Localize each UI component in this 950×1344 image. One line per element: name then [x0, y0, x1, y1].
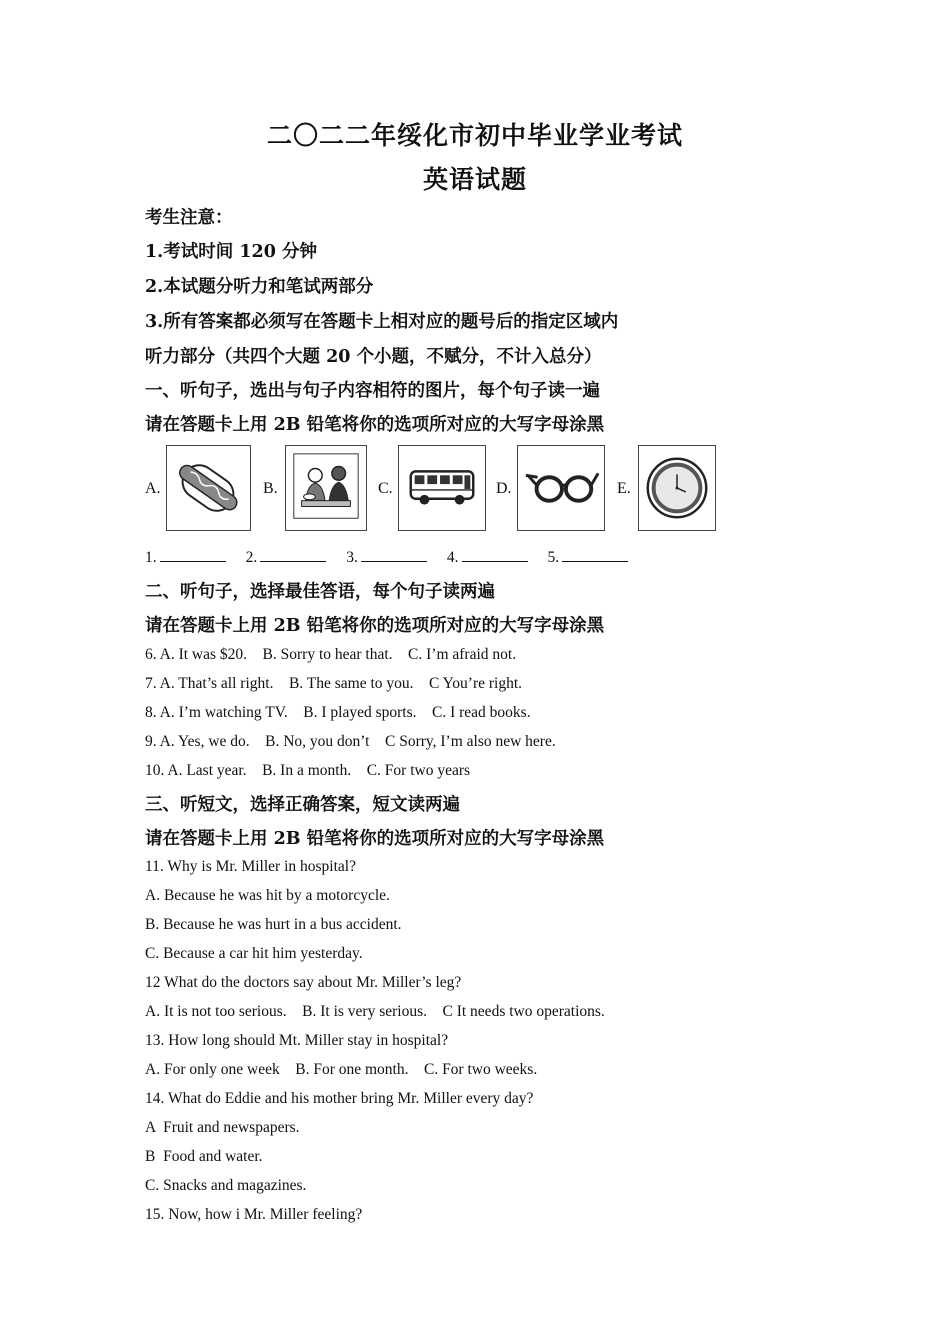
- hotdog-icon: [167, 446, 250, 530]
- section3-instruction: 请在答题卡上用 2B 铅笔将你的选项所对应的大写字母涂黑: [145, 829, 605, 849]
- question-line: 15. Now, how i Mr. Miller feeling?: [145, 1206, 363, 1223]
- people-talking-icon: [286, 446, 366, 530]
- notice-item: 1.考试时间 120 分钟: [145, 242, 317, 262]
- clock-icon: [639, 446, 715, 530]
- question-line: 10. A. Last year. B. In a month. C. For two years: [145, 762, 471, 779]
- option-line: B. Because he was hurt in a bus accident.: [145, 916, 402, 933]
- picture-option-e: [638, 445, 716, 531]
- option-line: C. Snacks and magazines.: [145, 1177, 307, 1194]
- answer-blank[interactable]: 1.: [145, 547, 226, 567]
- section1-instruction: 请在答题卡上用 2B 铅笔将你的选项所对应的大写字母涂黑: [145, 415, 605, 435]
- section1-title: 一、听句子，选出与句子内容相符的图片，每个句子读一遍: [145, 381, 600, 401]
- option-line: A Fruit and newspapers.: [145, 1119, 300, 1136]
- answer-blank[interactable]: 3.: [346, 547, 427, 567]
- glasses-icon: [518, 446, 604, 530]
- question-line: 6. A. It was $20. B. Sorry to hear that. C. I’m afraid not.: [145, 646, 517, 663]
- question-line: 14. What do Eddie and his mother bring Mr. Miller every day?: [145, 1090, 534, 1107]
- question-line: 7. A. That’s all right. B. The same to you. C You’re right.: [145, 675, 523, 692]
- picture-label-b: B.: [263, 480, 278, 497]
- picture-label-d: D.: [496, 480, 512, 497]
- question-line: 8. A. I’m watching TV. B. I played sports. C. I read books.: [145, 704, 531, 721]
- question-line: 11. Why is Mr. Miller in hospital?: [145, 858, 356, 875]
- bus-icon: [399, 446, 485, 530]
- option-line: A. Because he was hit by a motorcycle.: [145, 887, 390, 904]
- picture-option-b: [285, 445, 367, 531]
- picture-label-c: C.: [378, 480, 393, 497]
- exam-subtitle: 英语试题: [422, 165, 527, 194]
- picture-option-c: [398, 445, 486, 531]
- notice-heading: 考生注意：: [145, 208, 233, 228]
- question-line: 12 What do the doctors say about Mr. Miller’s leg?: [145, 974, 462, 991]
- answer-blanks: [145, 547, 648, 567]
- option-line: A. It is not too serious. B. It is very serious. C It needs two operations.: [145, 1003, 605, 1020]
- picture-label-e: E.: [617, 480, 631, 497]
- answer-blank[interactable]: 5.: [548, 547, 629, 567]
- question-line: 13. How long should Mt. Miller stay in hospital?: [145, 1032, 449, 1049]
- listening-header: 听力部分（共四个大题 20 个小题，不赋分，不计入总分）: [145, 347, 602, 367]
- notice-item: 2.本试题分听力和笔试两部分: [145, 277, 374, 297]
- picture-option-a: [166, 445, 251, 531]
- answer-blank[interactable]: 4.: [447, 547, 528, 567]
- question-line: 9. A. Yes, we do. B. No, you don’t C Sorry, I’m also new here.: [145, 733, 556, 750]
- section2-title: 二、听句子，选择最佳答语，每个句子读两遍: [145, 582, 495, 602]
- option-line: C. Because a car hit him yesterday.: [145, 945, 363, 962]
- section2-instruction: 请在答题卡上用 2B 铅笔将你的选项所对应的大写字母涂黑: [145, 616, 605, 636]
- notice-item: 3.所有答案都必须写在答题卡上相对应的题号后的指定区域内: [145, 312, 619, 332]
- option-line: A. For only one week B. For one month. C. For two weeks.: [145, 1061, 538, 1078]
- picture-label-a: A.: [145, 480, 161, 497]
- picture-option-d: [517, 445, 605, 531]
- exam-title: 二〇二二年绥化市初中毕业学业考试: [266, 121, 683, 150]
- option-line: B Food and water.: [145, 1148, 263, 1165]
- section3-title: 三、听短文，选择正确答案，短文读两遍: [145, 795, 460, 815]
- answer-blank[interactable]: 2.: [246, 547, 327, 567]
